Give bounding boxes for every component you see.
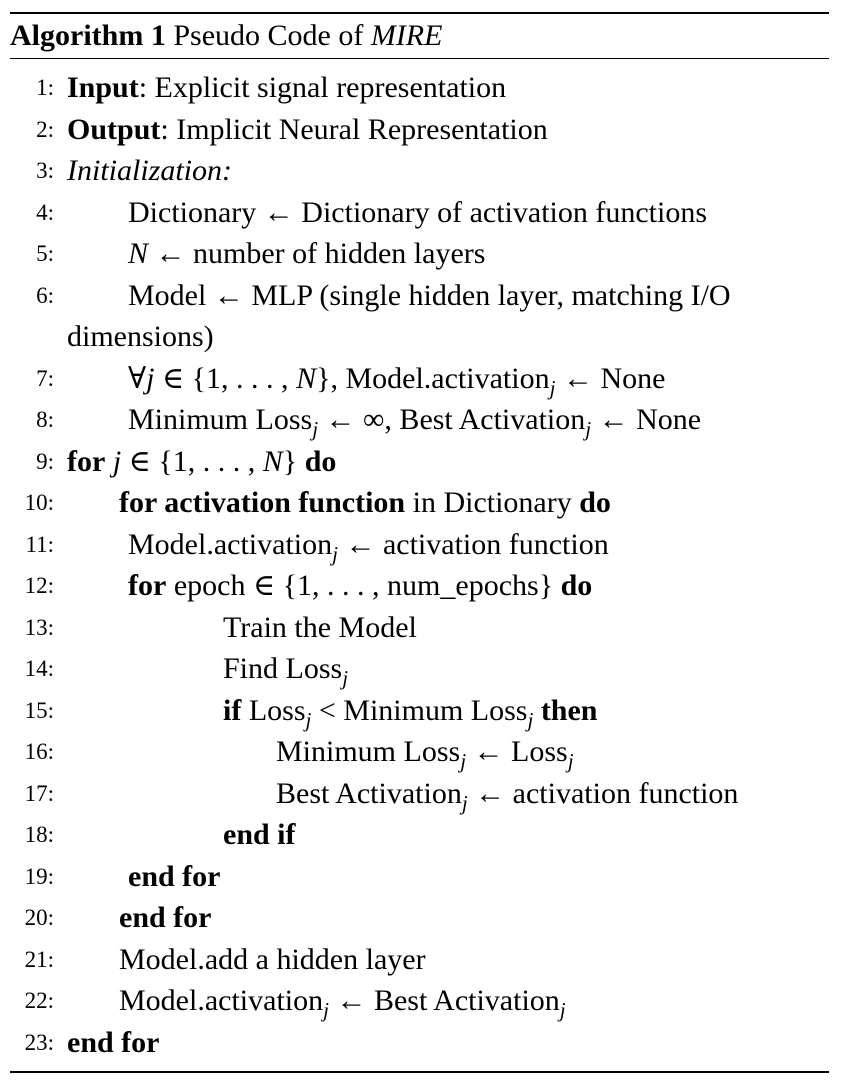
algorithm-line <box>10 814 829 856</box>
line-token: epoch ∈ {1, . . . , num_epochs} <box>166 569 561 602</box>
line-token: Model ← MLP (single hidden layer, matching I/O <box>128 278 731 312</box>
line-token: j <box>342 666 349 690</box>
line-token: j <box>323 998 329 1022</box>
line-token: < Minimum Loss <box>311 693 528 727</box>
algorithm-line <box>10 275 829 317</box>
line-token: j <box>549 375 556 400</box>
line-token: ← activation function <box>337 527 609 561</box>
line-token: Model.activation <box>128 527 333 561</box>
line-content <box>10 980 829 1022</box>
line-number: 22: <box>24 988 54 1013</box>
line-token: : Implicit Neural Representation <box>160 112 548 146</box>
line-number: 14: <box>24 656 54 681</box>
algorithm-line <box>10 192 829 234</box>
line-token: ← None <box>591 403 702 436</box>
line-content <box>10 648 829 690</box>
line-token: Train the Model <box>223 610 417 644</box>
line-token: N <box>128 237 149 270</box>
line-token: Loss <box>241 693 306 727</box>
line-token: j <box>527 707 534 732</box>
line-content <box>10 233 829 275</box>
line-token: end for <box>128 859 221 893</box>
line-token: ← Best Activation <box>328 984 560 1017</box>
line-number: 7: <box>36 365 54 391</box>
line-token: Minimum Loss <box>276 735 461 768</box>
line-number: 9: <box>36 448 54 474</box>
line-token: do <box>560 569 593 602</box>
line-token: } <box>282 444 305 478</box>
algorithm-line <box>10 897 829 939</box>
algorithm-line <box>10 565 829 607</box>
line-token: Dictionary ← Dictionary of activation functions <box>128 195 708 229</box>
line-content <box>10 524 829 566</box>
line-number: 12: <box>24 573 54 598</box>
line-token <box>533 694 541 727</box>
algorithm-line <box>10 399 829 441</box>
line-token: Initialization: <box>67 154 232 187</box>
line-content <box>10 565 829 607</box>
line-content <box>10 773 829 815</box>
line-content <box>10 482 829 524</box>
line-number: 11: <box>25 531 54 557</box>
caption-name: MIRE <box>370 19 443 52</box>
line-token <box>105 445 113 478</box>
line-content <box>10 150 829 192</box>
algorithm-lines <box>10 59 829 1063</box>
line-token: ← None <box>555 361 666 395</box>
line-token: if <box>223 693 242 727</box>
line-content <box>10 441 829 483</box>
line-token: j <box>146 361 155 395</box>
line-content <box>10 856 829 898</box>
bottom-rule <box>10 1071 829 1073</box>
line-content <box>10 1022 829 1064</box>
line-token: do <box>304 444 337 478</box>
line-token: : Explicit signal representation <box>138 71 507 104</box>
line-token: then <box>540 693 598 727</box>
line-number: 19: <box>24 863 54 889</box>
line-token: for <box>128 569 167 602</box>
algorithm-line <box>10 690 829 732</box>
line-number: 21: <box>24 946 54 972</box>
line-token: ∈ {1, . . . , <box>121 444 263 478</box>
line-token: N <box>296 361 317 395</box>
line-token: ∀ <box>128 361 147 395</box>
line-number: 18: <box>24 822 54 847</box>
line-token: ← Loss <box>466 735 568 768</box>
line-token: j <box>559 998 566 1022</box>
algorithm-line <box>10 67 829 109</box>
algorithm-line <box>10 441 829 483</box>
line-token: end for <box>119 901 212 934</box>
algorithm-line <box>10 939 829 981</box>
algorithm-line <box>10 109 829 151</box>
line-token: Output <box>67 112 161 146</box>
line-token: Best Activation <box>276 776 462 810</box>
line-content <box>10 275 829 317</box>
algorithm-line <box>10 607 829 649</box>
line-token: in Dictionary <box>405 486 580 519</box>
line-number: 23: <box>24 1029 54 1055</box>
line-token: j <box>305 707 312 732</box>
line-token: ← number of hidden layers <box>148 237 486 270</box>
algorithm-line <box>10 233 829 275</box>
line-number: 8: <box>36 407 54 432</box>
line-token: end if <box>223 818 296 851</box>
line-token: ∈ {1, . . . , <box>154 361 297 395</box>
algorithm-line <box>10 482 829 524</box>
caption-label: Algorithm 1 <box>10 19 166 52</box>
line-token: j <box>332 541 338 566</box>
algorithm-line <box>10 524 829 566</box>
algorithm-line <box>10 150 829 192</box>
line-content <box>10 897 829 939</box>
line-content <box>10 814 829 856</box>
line-content <box>10 67 829 109</box>
line-token: for activation function <box>119 486 406 519</box>
algorithm-line <box>10 856 829 898</box>
line-number: 15: <box>24 697 54 723</box>
line-token: j <box>112 444 122 478</box>
algorithm-line <box>10 980 829 1022</box>
line-continuation: dimensions) <box>67 320 214 353</box>
line-token: j <box>460 749 467 773</box>
line-number: 5: <box>36 241 54 266</box>
algorithm-line <box>10 648 829 690</box>
algorithm-line <box>10 1022 829 1064</box>
line-content <box>10 358 829 400</box>
line-token: j <box>461 790 468 815</box>
line-token: j <box>567 749 574 773</box>
line-token: Model.activation <box>119 984 324 1017</box>
line-number: 17: <box>24 780 54 806</box>
line-token: Minimum Loss <box>128 403 313 436</box>
line-token: for <box>67 444 106 478</box>
line-number: 2: <box>36 116 54 142</box>
line-number: 6: <box>36 282 54 308</box>
line-token: Model.add a hidden layer <box>119 942 426 976</box>
algorithm-line <box>10 731 829 773</box>
algorithm-caption <box>10 14 829 58</box>
line-content <box>10 192 829 234</box>
line-token: do <box>579 486 611 519</box>
line-token: ← ∞, Best Activation <box>318 403 586 436</box>
line-number: 10: <box>24 490 54 515</box>
line-content <box>10 109 829 151</box>
line-number: 16: <box>24 739 54 764</box>
line-number: 1: <box>36 75 54 100</box>
line-content <box>10 399 829 441</box>
line-token: end for <box>67 1025 160 1059</box>
line-token: N <box>262 444 283 478</box>
line-token: ← activation function <box>467 776 739 810</box>
caption-text: Pseudo Code of <box>173 19 364 52</box>
line-number: 13: <box>24 614 54 640</box>
algorithm-line <box>10 358 829 400</box>
line-token: j <box>312 417 319 441</box>
algorithm-line <box>10 773 829 815</box>
line-token: Find Loss <box>223 652 343 685</box>
line-number: 20: <box>24 905 54 930</box>
line-content <box>10 607 829 649</box>
algorithm-block <box>10 12 829 1073</box>
line-content <box>10 690 829 732</box>
line-token: Input <box>67 71 139 104</box>
line-number: 4: <box>36 199 54 225</box>
line-number: 3: <box>36 158 54 183</box>
line-content <box>10 731 829 773</box>
line-token: j <box>585 417 592 441</box>
line-content <box>10 939 829 981</box>
line-token: }, Model.activation <box>316 361 550 395</box>
